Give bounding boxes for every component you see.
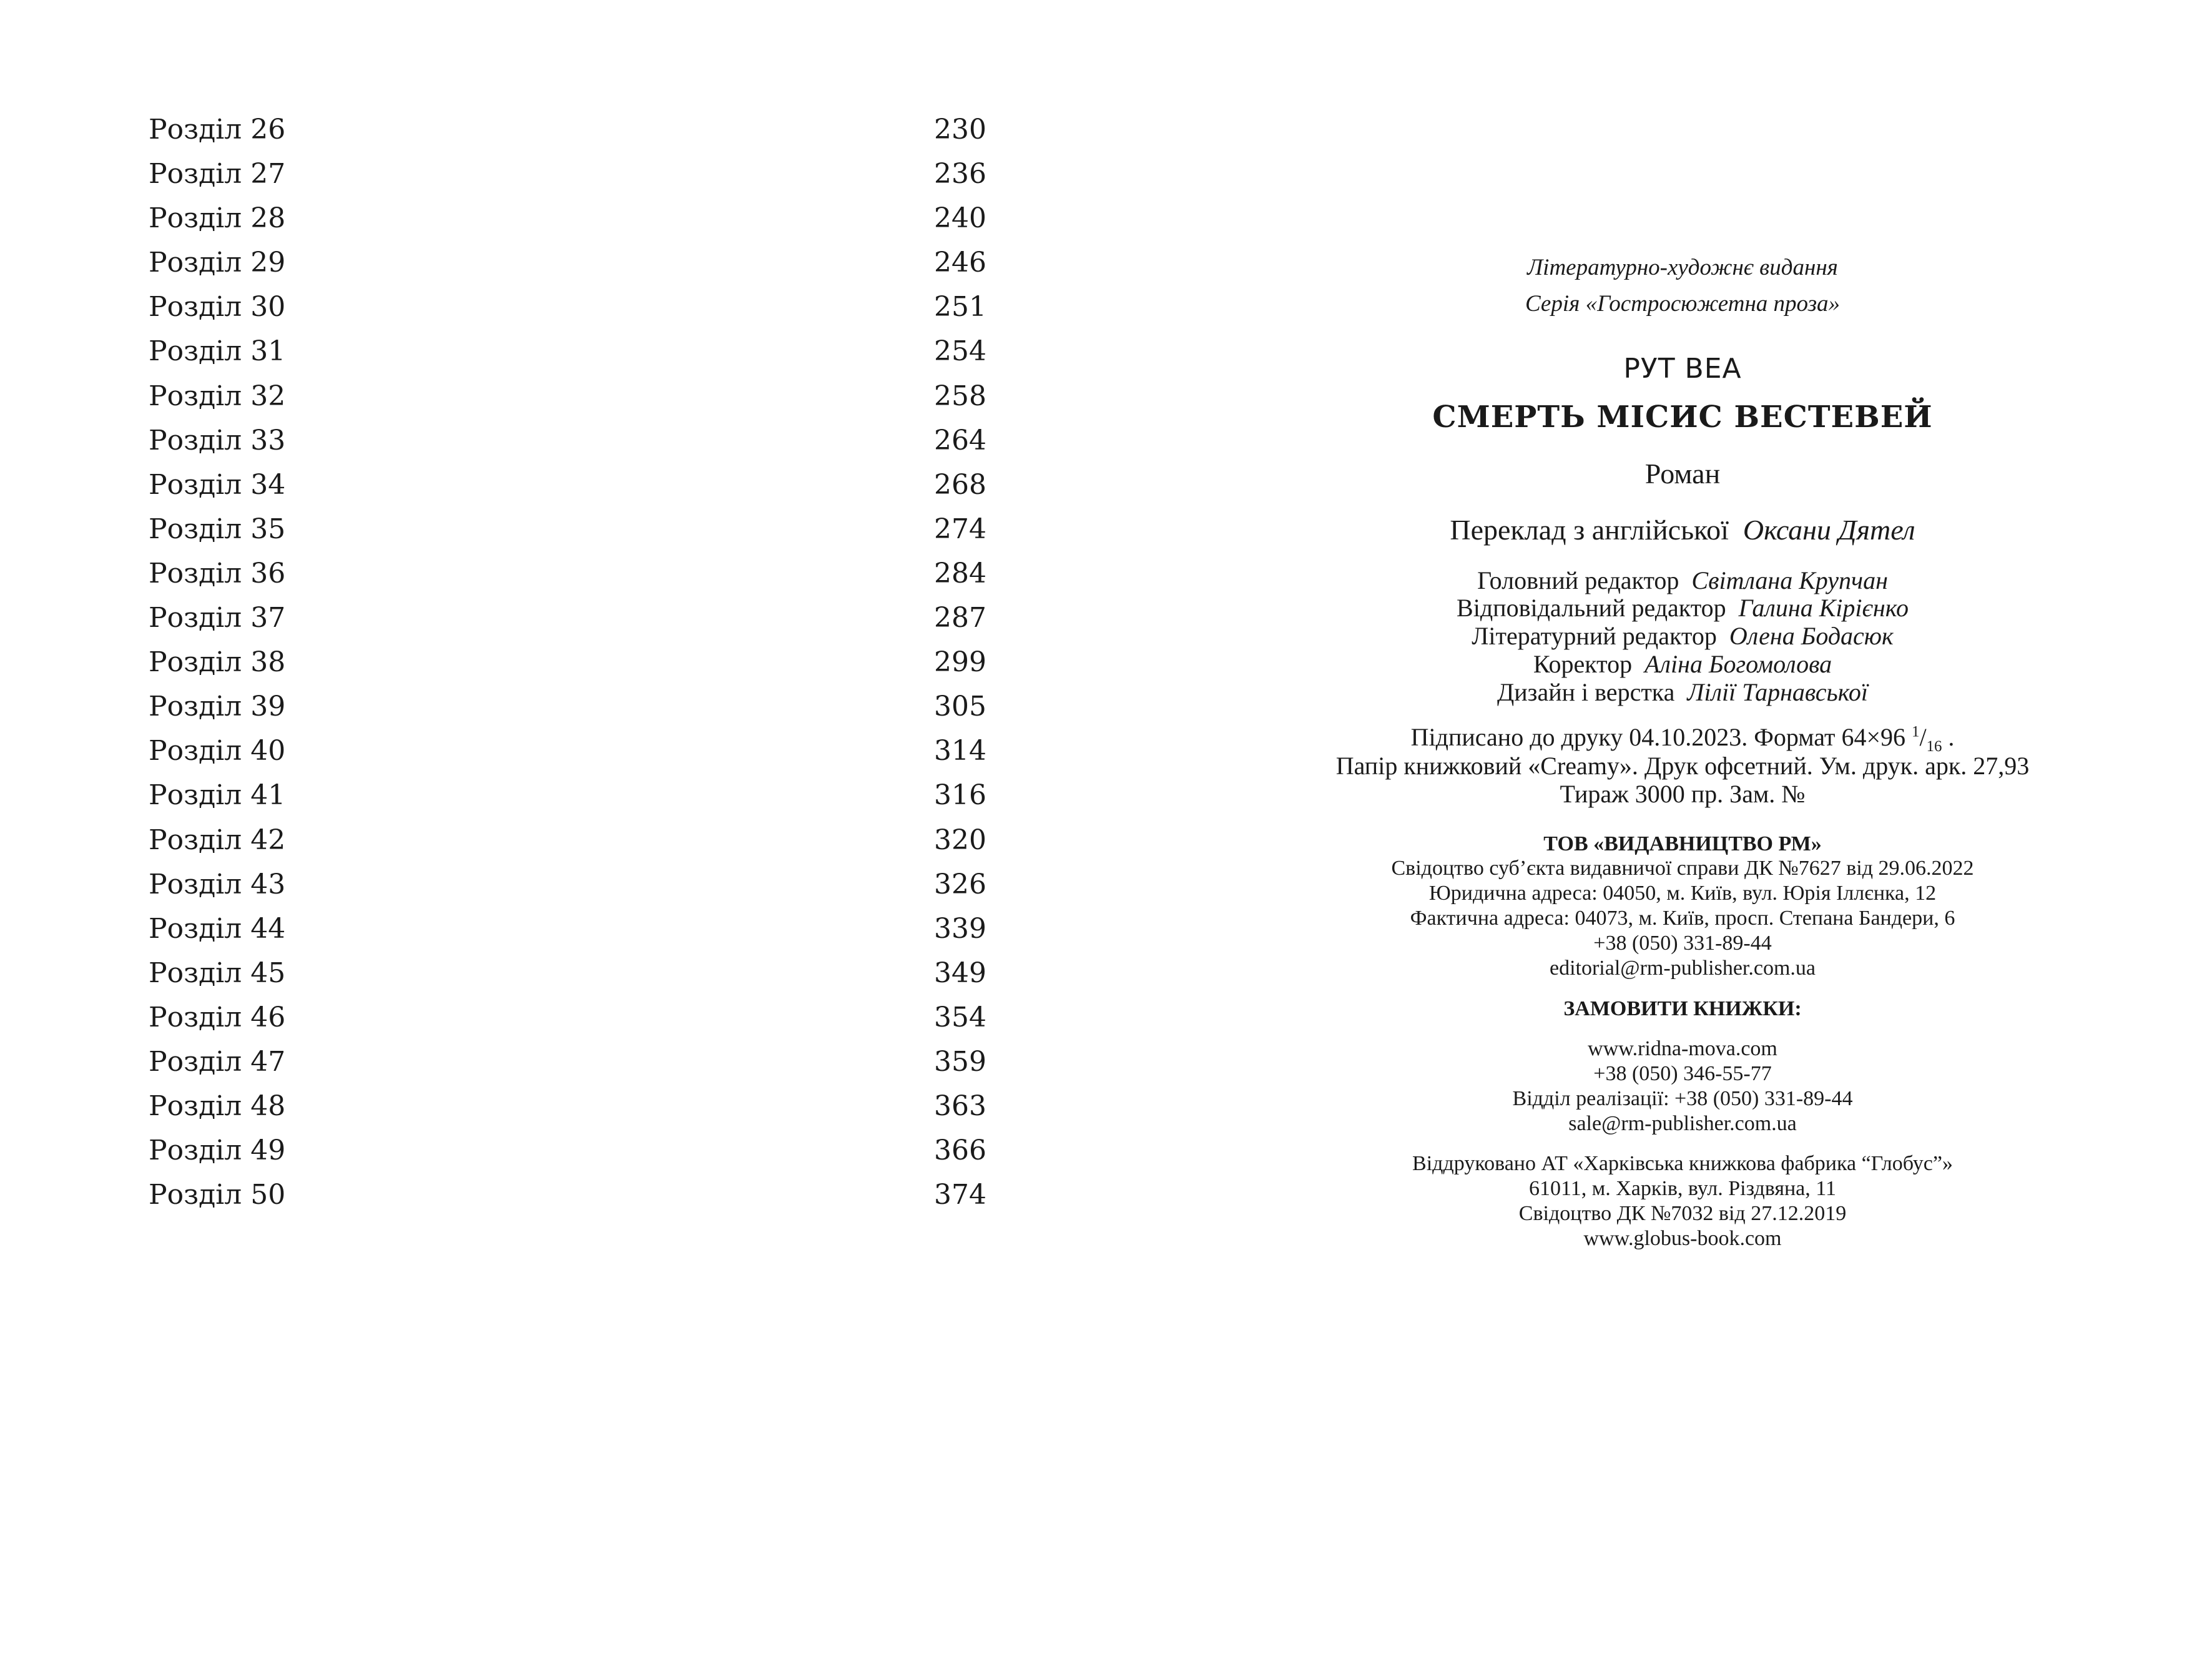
toc-chapter-title: Розділ 47 — [149, 1045, 286, 1078]
toc-entry — [149, 240, 986, 285]
credit-proofreader — [1274, 649, 2092, 679]
book-title: СМЕРТЬ МІСИС ВЕСТЕВЕЙ — [1432, 400, 1933, 435]
printer-certificate: Свідоцтво ДК №7032 від 27.12.2019 — [1518, 1202, 1847, 1225]
toc-page-number: 305 — [934, 691, 986, 723]
signed-text: Підписано до друку 04.10.2023. Формат 64×96 — [1410, 723, 1906, 751]
edition-type: Літературно-художнє видання — [1527, 255, 1838, 280]
print-run: Тираж 3000 пр. Зам. № — [1560, 780, 1806, 808]
toc-page-number: 246 — [934, 247, 986, 279]
toc-entry — [149, 640, 986, 684]
toc-entry — [149, 463, 986, 507]
toc-entry — [149, 907, 986, 951]
toc-entry — [149, 285, 986, 329]
credit-name: Олена Бодасюк — [1729, 622, 1894, 650]
format-suffix: . — [1948, 723, 1955, 751]
toc-chapter-title: Розділ 35 — [149, 513, 286, 545]
toc-chapter-title: Розділ 40 — [149, 735, 286, 767]
order-website: www.ridna-mova.com — [1588, 1037, 1777, 1060]
toc-page-number: 254 — [934, 335, 986, 368]
imprint-page — [1274, 0, 2092, 1659]
toc-chapter-title: Розділ 29 — [149, 247, 286, 279]
toc-page-number: 349 — [934, 957, 986, 989]
printer-website: www.globus-book.com — [1583, 1227, 1782, 1250]
credit-role: Коректор — [1533, 650, 1633, 678]
translator-name: Оксани Дятел — [1743, 514, 1915, 546]
toc-page-number: 284 — [934, 557, 986, 589]
toc-page-number: 359 — [934, 1045, 986, 1078]
publisher-email: editorial@rm-publisher.com.ua — [1550, 957, 1816, 980]
toc-page-number: 258 — [934, 380, 986, 412]
table-of-contents — [149, 107, 986, 1217]
toc-entry — [149, 729, 986, 773]
toc-page-number: 363 — [934, 1090, 986, 1123]
credit-name: Галина Кірієнко — [1738, 594, 1909, 622]
toc-chapter-title: Розділ 45 — [149, 957, 286, 989]
credit-literary-editor — [1274, 621, 2092, 651]
toc-chapter-title: Розділ 42 — [149, 824, 286, 856]
toc-page-number: 240 — [934, 202, 986, 235]
credit-name: Аліна Богомолова — [1644, 650, 1832, 678]
translation-label: Переклад з англійської — [1450, 514, 1729, 546]
toc-entry — [149, 329, 986, 373]
toc-page-number: 287 — [934, 602, 986, 634]
toc-page-number: 339 — [934, 912, 986, 945]
toc-entry — [149, 862, 986, 907]
toc-chapter-title: Розділ 37 — [149, 602, 286, 634]
toc-chapter-title: Розділ 27 — [149, 158, 286, 190]
toc-page-number: 236 — [934, 158, 986, 190]
paper-specs: Папір книжковий «Creamy». Друк офсетний. Ум. друк. арк. 27,93 — [1335, 752, 2030, 780]
credit-name: Світлана Крупчан — [1691, 566, 1888, 594]
toc-page-number: 314 — [934, 735, 986, 767]
credit-design — [1274, 677, 2092, 707]
toc-entry — [149, 196, 986, 240]
toc-page-number: 326 — [934, 868, 986, 900]
order-phone: +38 (050) 346-55-77 — [1593, 1062, 1772, 1085]
credit-role: Головний редактор — [1477, 566, 1679, 594]
toc-entry — [149, 374, 986, 418]
credit-role: Дизайн і верстка — [1497, 678, 1675, 706]
translation-line — [1274, 513, 2092, 546]
series-name: Серія «Гостросюжетна проза» — [1525, 291, 1841, 317]
toc-chapter-title: Розділ 44 — [149, 912, 286, 945]
toc-entry — [149, 1128, 986, 1173]
toc-entry — [149, 1173, 986, 1217]
toc-entry — [149, 152, 986, 196]
toc-chapter-title: Розділ 48 — [149, 1090, 286, 1123]
toc-chapter-title: Розділ 39 — [149, 691, 286, 723]
toc-page-number: 230 — [934, 114, 986, 145]
toc-chapter-title: Розділ 32 — [149, 380, 286, 412]
toc-chapter-title: Розділ 41 — [149, 779, 286, 812]
format-slash: / — [1919, 723, 1927, 751]
order-sales: Відділ реалізації: +38 (050) 331-89-44 — [1512, 1087, 1853, 1110]
toc-chapter-title: Розділ 26 — [149, 114, 286, 145]
toc-entry — [149, 1084, 986, 1128]
book-genre: Роман — [1644, 458, 1721, 490]
credit-managing-editor — [1274, 593, 2092, 623]
toc-entry — [149, 507, 986, 551]
toc-chapter-title: Розділ 31 — [149, 335, 286, 368]
publisher-legal-address: Юридична адреса: 04050, м. Київ, вул. Юрія Іллєнка, 12 — [1428, 882, 1937, 905]
publisher-certificate: Свідоцтво суб’єкта видавничої справи ДК №7627 від 29.06.2022 — [1391, 857, 1974, 880]
format-denominator: 16 — [1926, 738, 1942, 755]
toc-page-number: 316 — [934, 779, 986, 812]
toc-page-number: 268 — [934, 468, 986, 501]
printer-name: Віддруковано АТ «Харківська книжкова фабрика “Глобус”» — [1412, 1152, 1953, 1175]
credit-role: Літературний редактор — [1472, 622, 1717, 650]
toc-page-number: 251 — [934, 291, 986, 323]
toc-entry — [149, 995, 986, 1040]
credit-role: Відповідальний редактор — [1457, 594, 1726, 622]
toc-page-number: 299 — [934, 646, 986, 679]
toc-entry — [149, 951, 986, 995]
toc-chapter-title: Розділ 30 — [149, 291, 286, 323]
toc-page-number: 366 — [934, 1135, 986, 1167]
toc-entry — [149, 551, 986, 596]
publisher-phone: +38 (050) 331-89-44 — [1593, 932, 1772, 955]
toc-chapter-title: Розділ 46 — [149, 1001, 286, 1033]
credit-name: Лілії Тарнавської — [1687, 678, 1868, 706]
book-author: РУТ ВЕА — [1623, 353, 1742, 385]
toc-page-number: 374 — [934, 1179, 986, 1211]
toc-page-number: 320 — [934, 824, 986, 856]
toc-chapter-title: Розділ 50 — [149, 1179, 286, 1211]
credit-chief-editor — [1274, 566, 2092, 595]
publisher-actual-address: Фактична адреса: 04073, м. Київ, просп. Степана Бандери, 6 — [1410, 907, 1955, 930]
toc-entry — [149, 107, 986, 152]
toc-chapter-title: Розділ 33 — [149, 424, 286, 456]
toc-entry — [149, 818, 986, 862]
printer-address: 61011, м. Харків, вул. Різдвяна, 11 — [1528, 1177, 1837, 1200]
toc-chapter-title: Розділ 36 — [149, 557, 286, 589]
toc-page-number: 274 — [934, 513, 986, 545]
order-email: sale@rm-publisher.com.ua — [1568, 1112, 1797, 1135]
toc-chapter-title: Розділ 34 — [149, 468, 286, 501]
toc-entry — [149, 1040, 986, 1084]
toc-entry — [149, 418, 986, 463]
toc-chapter-title: Розділ 28 — [149, 202, 286, 235]
toc-chapter-title: Розділ 38 — [149, 646, 286, 679]
toc-chapter-title: Розділ 49 — [149, 1135, 286, 1167]
publisher-name: ТОВ «ВИДАВНИЦТВО РМ» — [1543, 832, 1822, 855]
toc-page-number: 264 — [934, 424, 986, 456]
toc-entry — [149, 773, 986, 817]
toc-page-number: 354 — [934, 1001, 986, 1033]
toc-chapter-title: Розділ 43 — [149, 868, 286, 900]
toc-entry — [149, 684, 986, 729]
order-heading: ЗАМОВИТИ КНИЖКИ: — [1563, 997, 1802, 1020]
toc-entry — [149, 596, 986, 640]
format-numerator: 1 — [1912, 723, 1920, 741]
